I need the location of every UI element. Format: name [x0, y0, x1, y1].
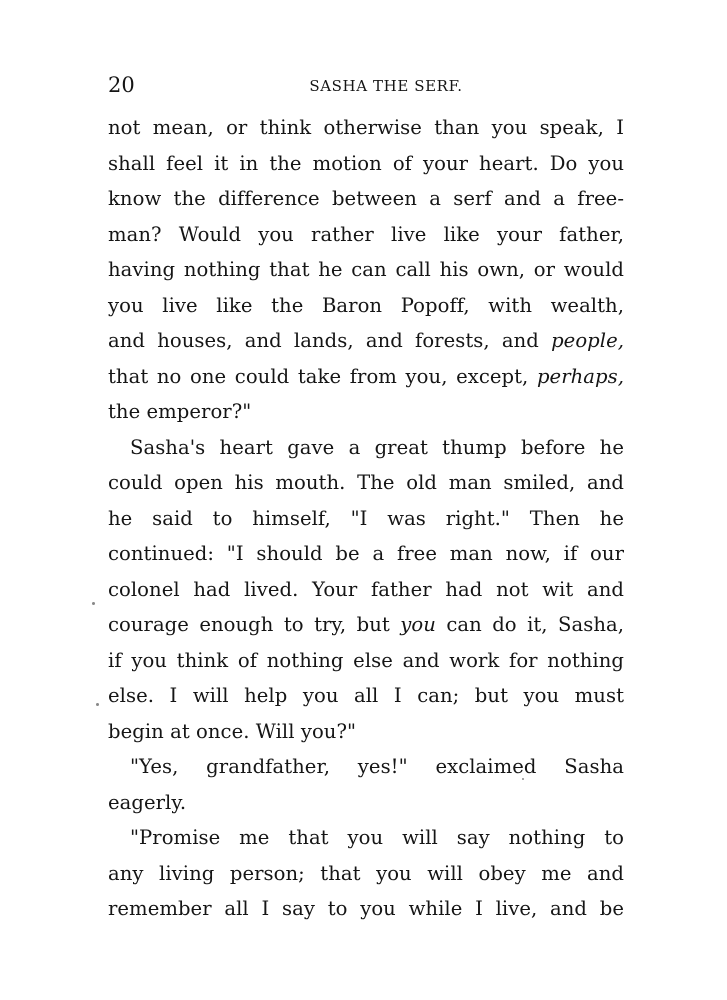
text-line: having nothing that he can call his own, or would	[108, 258, 624, 281]
ink-speck	[96, 703, 99, 706]
text-line: continued: "I should be a free man now, if our	[108, 542, 624, 565]
text-line: eagerly.	[108, 790, 187, 814]
text-line: begin at once. Will you?"	[108, 719, 357, 743]
text-line: that no one could take from you, except, perhaps,	[108, 364, 624, 388]
page-header	[108, 70, 624, 100]
paragraph-start-line: Sasha's heart gave a great thump before he	[130, 435, 624, 459]
text-line: and houses, and lands, and forests, and people,	[108, 329, 624, 352]
paragraph-start-line: "Yes, grandfather, yes!" exclaimed Sasha	[130, 755, 624, 778]
text-line: colonel had lived. Your father had not wit and	[108, 577, 624, 601]
text-line: could open his mouth. The old man smiled, and	[108, 471, 624, 494]
text-line: shall feel it in the motion of your heart. Do you	[108, 151, 624, 175]
text-line: not mean, or think otherwise than you speak, I	[108, 116, 624, 139]
body-text	[108, 110, 624, 927]
italic-word: people,	[551, 329, 624, 352]
paragraph-start-line: "Promise me that you will say nothing to	[130, 826, 624, 849]
text-line: you live like the Baron Popoff, with wealth,	[108, 293, 624, 317]
text-line: any living person; that you will obey me and	[108, 861, 624, 885]
italic-word: you	[400, 613, 436, 636]
text-line: man? Would you rather live like your father,	[108, 222, 624, 246]
italic-word: perhaps,	[536, 364, 624, 388]
text-line: else. I will help you all I can; but you must	[108, 684, 624, 707]
text-line: know the difference between a serf and a free-	[108, 187, 624, 210]
running-head: SASHA THE SERF.	[309, 77, 463, 95]
text-line: courage enough to try, but you can do it, Sasha,	[108, 613, 625, 636]
text-line: if you think of nothing else and work for nothing	[108, 648, 624, 672]
ink-speck	[522, 778, 524, 780]
text-line: remember all I say to you while I live, and be	[108, 897, 624, 920]
page-number: 20	[108, 73, 135, 97]
text-line: he said to himself, "I was right." Then he	[108, 506, 624, 530]
ink-speck	[92, 602, 95, 605]
text-line: the emperor?"	[108, 400, 252, 423]
